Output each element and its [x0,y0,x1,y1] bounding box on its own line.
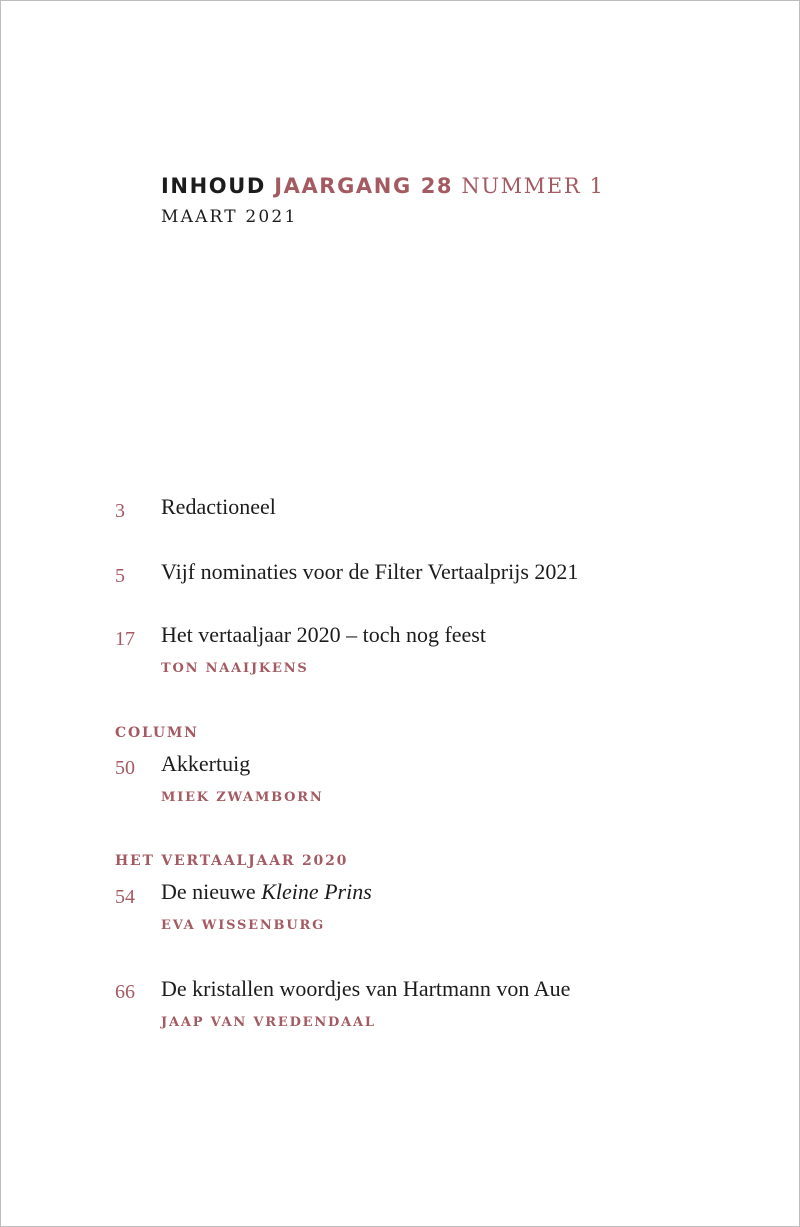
entry-title[interactable]: Redactioneel [161,494,276,519]
entry-page-number: 50 [115,757,135,779]
volume-label: JAARGANG 28 [274,174,454,198]
section-label-vertaaljaar: HET VERTAALJAAR 2020 [115,853,349,869]
entry-title[interactable] [161,879,372,905]
contents-header [161,172,604,227]
entry-author: JAAP VAN VREDENDAAL [161,1015,376,1030]
entry-page-number: 54 [115,886,135,908]
entry-title[interactable]: Het vertaaljaar 2020 – toch nog feest [161,622,486,647]
entry-page-number: 3 [115,500,125,522]
entry-author: MIEK ZWAMBORN [161,790,324,805]
entry-title[interactable]: Akkertuig [161,751,251,776]
issue-number: NUMMER 1 [461,174,605,198]
entry-title[interactable]: Vijf nominaties voor de Filter Vertaalprijs 2021 [161,559,579,584]
section-label-column: COLUMN [115,725,199,741]
entry-page-number: 66 [115,981,135,1003]
issue-date: MAART 2021 [161,207,298,227]
entry-page-number: 5 [115,565,125,587]
entry-author: EVA WISSENBURG [161,918,325,933]
entry-title-prefix: De nieuwe [161,879,262,904]
inhoud-label: INHOUD [161,174,266,198]
entry-page-number: 17 [115,628,135,650]
entry-title[interactable]: De kristallen woordjes van Hartmann von Aue [161,976,571,1001]
entry-title-italic: Kleine Prins [261,879,372,904]
entry-author: TON NAAIJKENS [161,661,309,676]
contents-title [161,172,604,200]
